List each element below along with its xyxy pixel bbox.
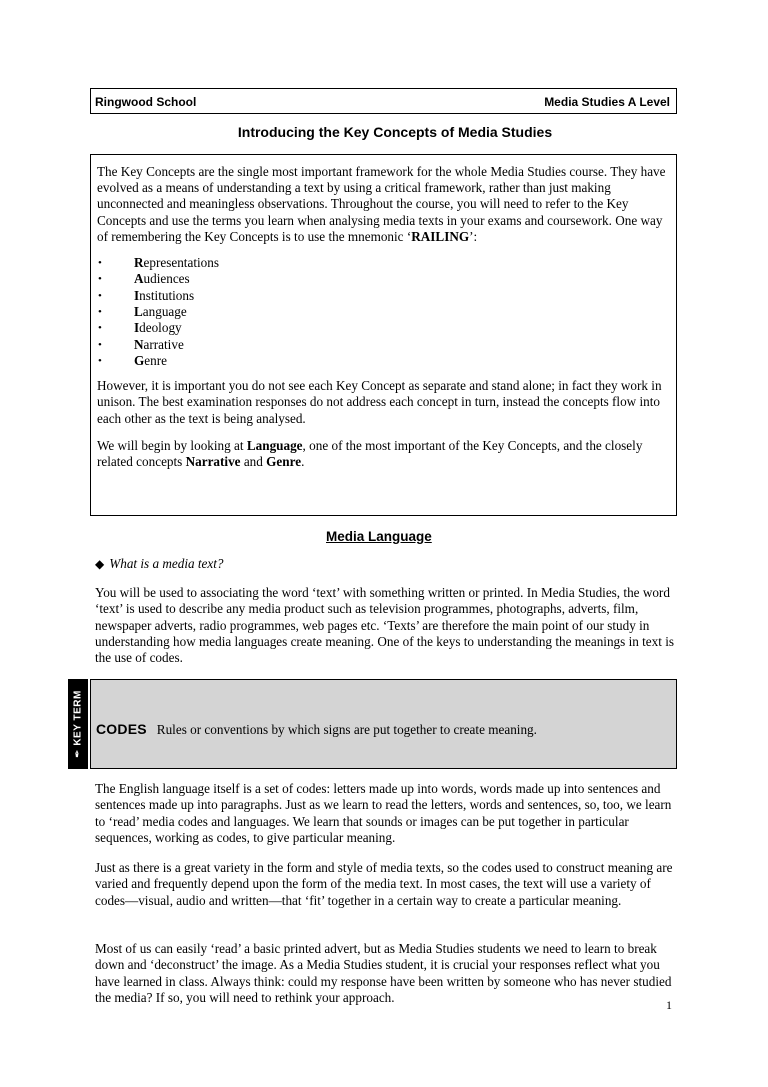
list-item: • Institutions <box>98 287 195 303</box>
bullet-icon: • <box>98 354 102 367</box>
body-paragraph-2: Just as there is a great variety in the form and style of media texts, so the codes used to construct meaning are varied and frequently depend upon the form of the media text. In most cases, the text will use a variety of codes—visual, audio and written—that ‘fit’ together in a certain way to create a particular meaning. <box>95 860 673 908</box>
key-concepts-list <box>97 255 670 369</box>
language-paragraph: We will begin by looking at Language, one of the most important of the Key Concepts, and the closely related concepts Narrative and Genre. <box>97 437 643 469</box>
list-item: • Ideology <box>98 320 182 336</box>
section-heading: Media Language <box>326 529 432 544</box>
key-concepts-box <box>90 154 677 516</box>
document-header <box>90 88 677 114</box>
body-paragraph-3: Most of us can easily ‘read’ a basic printed advert, but as Media Studies students we need to learn to break down and ‘deconstruct’ the image. As a Media Studies student, it is crucial your responses reflect what you have learned in class. Always think: could my response have been written by someone who has never studied the media? If so, you will need to rethink your approach. <box>95 941 672 1005</box>
page-number: 1 <box>666 998 672 1012</box>
page-title: Introducing the Key Concepts of Media Studies <box>237 124 553 140</box>
key-term-definition: CODES Rules or conventions by which signs are put together to create meaning. <box>96 721 537 737</box>
body-paragraph-1: The English language itself is a set of codes: letters made up into words, words made up into sentences and sentences made up into paragraphs. Just as we learn to read the letters, words and sentences, so, too, we learn to ‘read’ media codes and languages. We learn that sounds or images can be put together in particular sequences, working as codes, to give particular meaning. <box>95 781 672 845</box>
list-item: • Narrative <box>98 336 184 352</box>
list-item: • Genre <box>98 352 167 368</box>
list-item: • Representations <box>98 255 219 271</box>
mnemonic: RAILING <box>411 228 470 244</box>
bullet-icon: • <box>98 322 102 335</box>
school-name: Ringwood School <box>95 95 197 109</box>
key-term-box <box>90 679 677 769</box>
diamond-icon: ◆ <box>95 557 105 571</box>
key-term-tab <box>68 679 88 769</box>
intro-paragraph: The Key Concepts are the single most important framework for the whole Media Studies course. They have evolved as a means of understanding a text by using a critical framework, rather than just making unconnected and meaningless observations. Throughout the course, you will need to refer to the Key Concepts and use the terms you learn when analysing media texts in your exams and coursework. One way of remembering the Key Concepts is to use the mnemonic ‘RAILING’: <box>97 164 666 244</box>
bullet-icon: • <box>98 257 102 270</box>
question: ◆ What is a media text? <box>95 556 224 571</box>
list-item: • Language <box>98 303 187 319</box>
list-item: • Audiences <box>98 271 190 287</box>
course-name: Media Studies A Level <box>544 95 670 109</box>
bullet-icon: • <box>98 273 102 286</box>
unison-paragraph: However, it is important you do not see each Key Concept as separate and stand alone; in fact they work in unison. The best examination responses do not address each concept in turn, instead the concepts flow into each other as the text is being analysed. <box>97 378 662 426</box>
key-term-label: ✒ KEY TERM <box>72 690 84 758</box>
bullet-icon: • <box>98 305 102 318</box>
key-term-word: CODES <box>96 721 147 737</box>
bullet-icon: • <box>98 289 102 302</box>
bullet-icon: • <box>98 338 102 351</box>
media-text-paragraph: You will be used to associating the word ‘text’ with something written or printed. In Media Studies, the word ‘text’ is used to describe any media product such as television programmes, photographs, adverts, film, newspaper adverts, radio programmes, web pages etc. ‘Texts’ are therefore the main point of our study in understanding how media languages create meaning. One of the keys to understanding the meanings in text is the use of codes. <box>95 585 674 666</box>
